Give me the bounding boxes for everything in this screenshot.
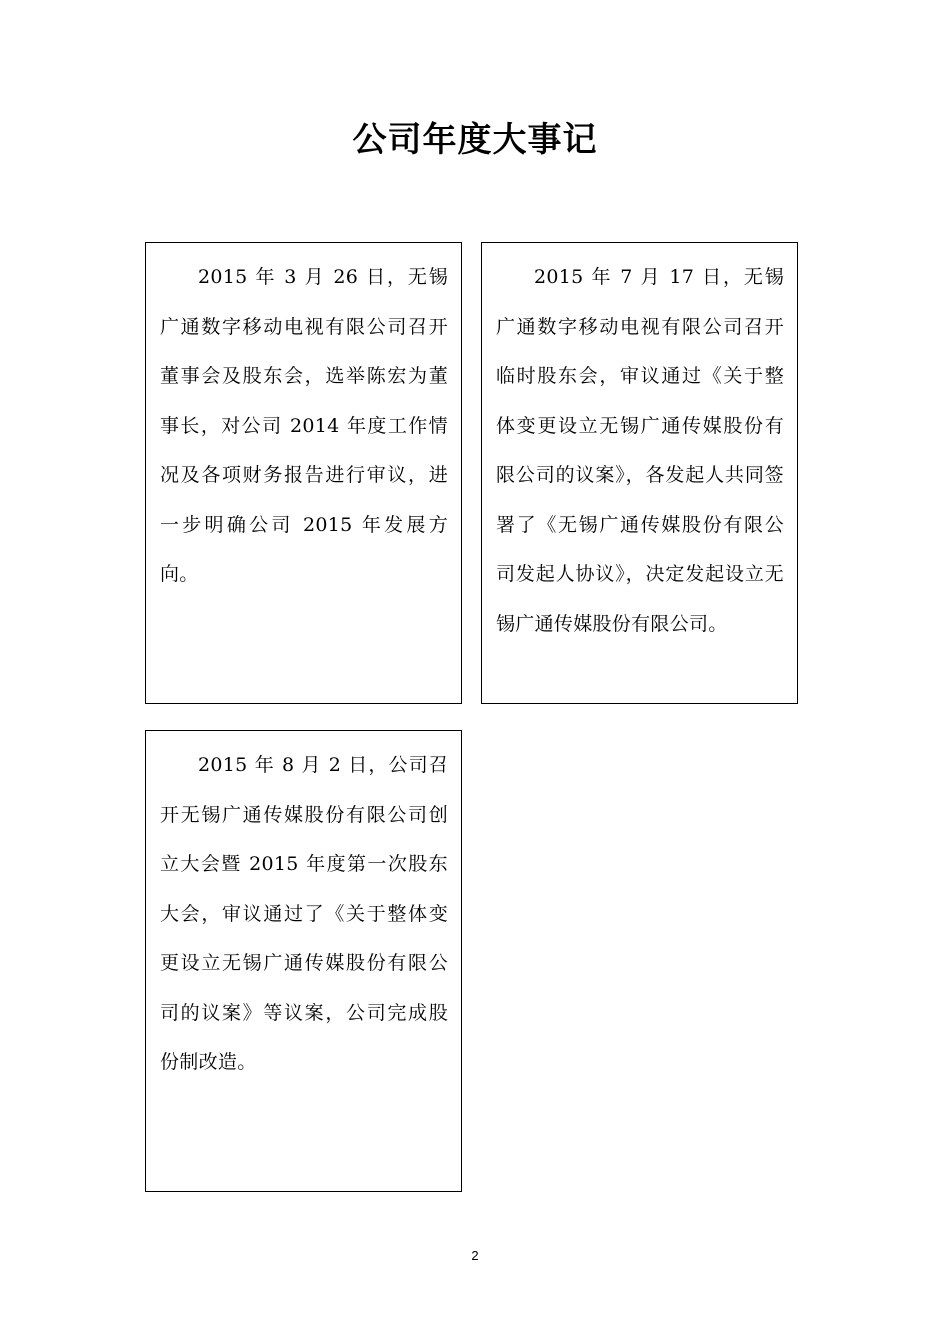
- page-title: 公司年度大事记: [352, 120, 598, 160]
- event-box-2015-07-17: [481, 242, 798, 704]
- event-box-2015-03-26: [145, 242, 462, 704]
- event-text: 2015 年 3 月 26 日，无锡广通数字移动电视有限公司召开董事会及股东会，选举陈宏为董事长，对公司 2014 年度工作情况及各项财务报告进行审议，进一步明确公司 2015 年发展方向。: [160, 266, 448, 585]
- event-text: 2015 年 8 月 2 日，公司召开无锡广通传媒股份有限公司创立大会暨 2015 年度第一次股东大会，审议通过了《关于整体变更设立无锡广通传媒股份有限公司的议案》等议案，公司完成股份制改造。: [160, 754, 448, 1073]
- page-number: 2: [471, 1248, 479, 1263]
- event-text: 2015 年 7 月 17 日，无锡广通数字移动电视有限公司召开临时股东会，审议通过《关于整体变更设立无锡广通传媒股份有限公司的议案》，各发起人共同签署了《无锡广通传媒股份有限公司发起人协议》，决定发起设立无锡广通传媒股份有限公司。: [496, 266, 784, 635]
- event-box-2015-08-02: [145, 730, 462, 1192]
